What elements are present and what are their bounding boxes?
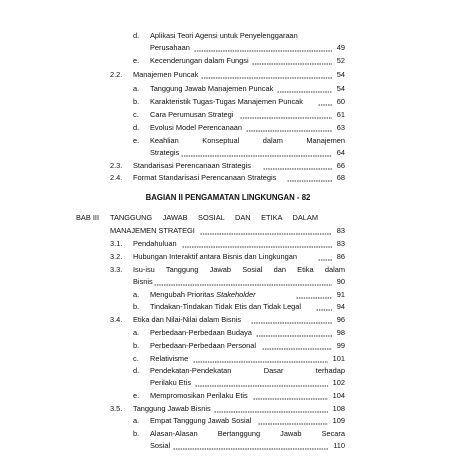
item-text-italic: Stakeholder (216, 290, 256, 299)
toc-entry (0, 123, 456, 133)
page-number: 110 (333, 441, 345, 450)
toc-section (0, 252, 456, 262)
toc-entry (0, 429, 456, 439)
dot-leader (253, 391, 328, 401)
page-number: 104 (332, 391, 345, 400)
section-title: Standarisasi Perencanaan Strategis (133, 161, 251, 170)
dot-leader (318, 97, 332, 107)
item-letter: d. (133, 31, 140, 40)
dot-leader (214, 404, 328, 414)
section-title-cont: Bisnis (133, 277, 153, 286)
item-letter: e. (133, 56, 140, 65)
page-number: 91 (336, 290, 345, 299)
page-number: 54 (336, 70, 345, 79)
dot-leader (256, 328, 332, 338)
item-text: Keahlian Konseptual dalam Manajemen (150, 136, 345, 145)
dot-leader (200, 226, 332, 236)
item-text: Aplikasi Teori Agensi untuk Penyelenggaraan (150, 31, 298, 40)
item-text: Alasan-Alasan Bertanggung Jawab Secara (150, 429, 345, 438)
toc-entry (0, 290, 456, 300)
item-letter: b. (133, 302, 140, 311)
section-title: Manajemen Puncak (133, 70, 199, 79)
dot-leader (194, 43, 332, 53)
dot-leader (296, 290, 332, 300)
item-letter: a. (133, 328, 140, 337)
toc-entry-continued (0, 378, 456, 388)
toc-entry-continued (0, 43, 456, 53)
chapter-number: BAB III (76, 213, 100, 222)
dot-leader (277, 84, 332, 94)
page-number: 101 (332, 354, 345, 363)
page-number: 99 (336, 341, 345, 350)
toc-entry (0, 341, 456, 351)
section-number: 3.4. (110, 315, 123, 324)
toc-entry (0, 97, 456, 107)
page-number: 83 (336, 226, 345, 235)
section-title: Tanggung Jawab Bisnis (133, 404, 211, 413)
toc-section (0, 70, 456, 80)
dot-leader (246, 123, 332, 133)
dot-leader (201, 70, 332, 80)
toc-entry (0, 366, 456, 376)
toc-entry (0, 136, 456, 146)
dot-leader (195, 378, 328, 388)
page-number: 96 (336, 315, 345, 324)
item-text: Perbedaan-Perbedaan Budaya (150, 328, 252, 337)
item-text: Perbedaan-Perbedaan Personal (150, 341, 257, 350)
section-title: Etika dan Nilai-Nilai dalam Bisnis (133, 315, 242, 324)
page-number: 98 (336, 328, 345, 337)
dot-leader (154, 277, 332, 287)
chapter-title: TANGGUNG JAWAB SOSIAL DAN ETIKA DALAM (110, 213, 318, 222)
page-number: 52 (336, 56, 345, 65)
page-number: 54 (336, 84, 345, 93)
chapter-title-cont: MANAJEMEN STRATEGI (110, 226, 195, 235)
toc-entry (0, 354, 456, 364)
dot-leader (173, 441, 328, 451)
page-number: 60 (336, 97, 345, 106)
item-letter: e. (133, 391, 140, 400)
toc-entry (0, 31, 456, 41)
page-number: 83 (336, 239, 345, 248)
toc-entry (0, 416, 456, 426)
item-text: Empat Tanggung Jawab Sosial (150, 416, 252, 425)
item-letter: c. (133, 110, 139, 119)
section-number: 3.2. (110, 252, 123, 261)
item-text-cont: Perusahaan (150, 43, 190, 52)
section-number: 3.1. (110, 239, 123, 248)
page-number: 61 (336, 110, 345, 119)
item-text (150, 290, 256, 300)
toc-entry (0, 391, 456, 401)
item-text: Kecenderungan dalam Fungsi (150, 56, 249, 65)
toc-section (0, 404, 456, 414)
dot-leader (258, 416, 328, 426)
item-text-plain: Mengubah Prioritas (150, 290, 217, 299)
dot-leader (240, 110, 332, 120)
dot-leader (193, 354, 328, 364)
toc-entry-continued (0, 441, 456, 451)
item-text-cont: Perilaku Etis (150, 378, 192, 387)
page-number: 108 (332, 404, 345, 413)
page-number: 66 (336, 161, 345, 170)
toc-section (0, 161, 456, 171)
section-number: 2.3. (110, 161, 123, 170)
item-letter: c. (133, 354, 139, 363)
page-number: 102 (332, 378, 345, 387)
toc-entry (0, 56, 456, 66)
item-letter: b. (133, 341, 140, 350)
item-letter: b. (133, 97, 140, 106)
section-title: Hubungan Interaktif antara Bisnis dan Lingkungan (133, 252, 297, 261)
dot-leader (262, 341, 332, 351)
toc-section (0, 315, 456, 325)
item-text: Pendekatan-Pendekatan Dasar terhadap (150, 366, 345, 375)
toc-entry-continued (0, 148, 456, 158)
toc-section (0, 173, 456, 183)
section-number: 2.2. (110, 70, 123, 79)
page-number: 109 (332, 416, 345, 425)
section-title: Pendahuluan (133, 239, 177, 248)
item-text-cont: Sosial (150, 441, 171, 450)
item-letter: e. (133, 136, 140, 145)
toc-entry (0, 110, 456, 120)
item-text: Karakteristik Tugas-Tugas Manajemen Puncak (150, 97, 303, 106)
dot-leader (316, 302, 332, 312)
item-letter: a. (133, 290, 140, 299)
dot-leader (318, 252, 332, 262)
dot-leader (252, 56, 332, 66)
page-number: 63 (336, 123, 345, 132)
toc-entry (0, 302, 456, 312)
page-number: 49 (336, 43, 345, 52)
toc-chapter-continued (0, 226, 456, 236)
page-number: 64 (336, 148, 345, 157)
section-number: 2.4. (110, 173, 123, 182)
section-title: Isu-isu Tanggung Jawab Sosial dan Etika dalam (133, 265, 345, 274)
toc-entry (0, 328, 456, 338)
part-heading: BAGIAN II PENGAMATAN LINGKUNGAN - 82 (145, 193, 311, 202)
item-letter: b. (133, 429, 140, 438)
page-number: 90 (336, 277, 345, 286)
toc-chapter (0, 213, 456, 223)
item-text: Tanggung Jawab Manajemen Puncak (150, 84, 274, 93)
toc-section (0, 265, 456, 275)
dot-leader (181, 148, 332, 158)
section-number: 3.5. (110, 404, 123, 413)
dot-leader (287, 173, 332, 183)
page-number: 68 (336, 173, 345, 182)
item-letter: a. (133, 84, 140, 93)
page-number: 94 (336, 302, 345, 311)
item-text: Tindakan-Tindakan Tidak Etis dan Tidak Legal (150, 302, 302, 311)
dot-leader (251, 315, 332, 325)
section-title: Format Standarisasi Perencanaan Strategis (133, 173, 277, 182)
section-number: 3.3. (110, 265, 123, 274)
item-text: Cara Perumusan Strategi (150, 110, 234, 119)
toc-section-continued (0, 277, 456, 287)
item-text: Evolusi Model Perencanaan (150, 123, 243, 132)
item-text: Relativisme (150, 354, 189, 363)
item-letter: d. (133, 123, 140, 132)
item-letter: a. (133, 416, 140, 425)
dot-leader (182, 239, 332, 249)
toc-entry (0, 84, 456, 94)
item-text-cont: Strategis (150, 148, 180, 157)
item-letter: d. (133, 366, 140, 375)
dot-leader (263, 161, 332, 171)
item-text: Mempromosikan Perilaku Etis (150, 391, 248, 400)
page-number: 86 (336, 252, 345, 261)
toc-section (0, 239, 456, 249)
